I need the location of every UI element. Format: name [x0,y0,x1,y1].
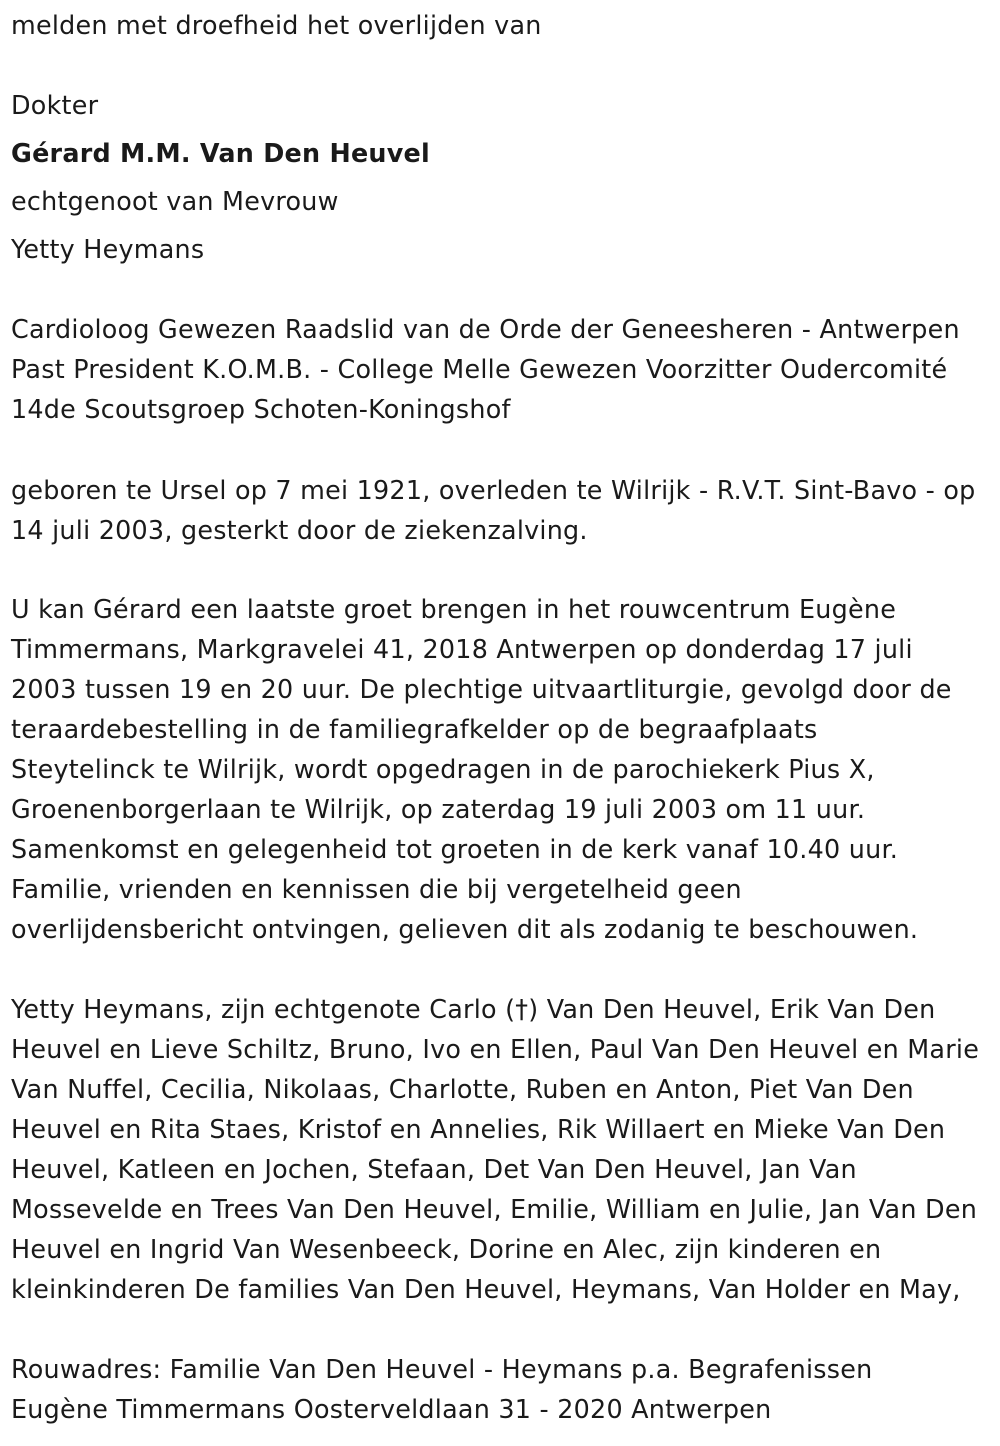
ceremony-line: Samenkomst en gelegenheid tot groeten in de kerk vanaf 10.40 uur. [11,834,899,864]
family-line: kleinkinderen De families Van Den Heuvel, Heymans, Van Holder en May, [11,1274,961,1304]
ceremony-line: teraardebestelling in de familiegrafkelder op de begraafplaats [11,714,818,744]
family-line: Van Nuffel, Cecilia, Nikolaas, Charlotte, Ruben en Anton, Piet Van Den [11,1074,914,1104]
ceremony-line: Timmermans, Markgravelei 41, 2018 Antwerpen op donderdag 17 juli [11,634,913,664]
spouse-label: echtgenoot van Mevrouw [11,186,339,216]
ceremony-line: Familie, vrienden en kennissen die bij vergetelheid geen [11,874,742,904]
honorific-title: Dokter [11,90,99,120]
ceremony-line: U kan Gérard een laatste groet brengen in het rouwcentrum Eugène [11,594,897,624]
family-line: Yetty Heymans, zijn echtgenote Carlo (†) Van Den Heuvel, Erik Van Den [11,994,936,1024]
deceased-name: Gérard M.M. Van Den Heuvel [11,138,430,168]
family-line: Mossevelde en Trees Van Den Heuvel, Emilie, William en Julie, Jan Van Den [11,1194,978,1224]
spouse-name: Yetty Heymans [11,234,205,264]
ceremony-line: 2003 tussen 19 en 20 uur. De plechtige uitvaartliturgie, gevolgd door de [11,674,952,704]
ceremony-line: Steytelinck te Wilrijk, wordt opgedragen in de parochiekerk Pius X, [11,754,875,784]
birth-death-line: 14 juli 2003, gesterkt door de ziekenzalving. [11,515,588,545]
address-line: Eugène Timmermans Oosterveldlaan 31 - 2020 Antwerpen [11,1394,772,1424]
titles-line: 14de Scoutsgroep Schoten-Koningshof [11,394,511,424]
ceremony-line: Groenenborgerlaan te Wilrijk, op zaterdag 19 juli 2003 om 11 uur. [11,794,866,824]
family-line: Heuvel, Katleen en Jochen, Stefaan, Det Van Den Heuvel, Jan Van [11,1154,857,1184]
titles-line: Cardioloog Gewezen Raadslid van de Orde der Geneesheren - Antwerpen [11,314,960,344]
family-line: Heuvel en Lieve Schiltz, Bruno, Ivo en Ellen, Paul Van Den Heuvel en Marie [11,1034,980,1064]
family-line: Heuvel en Rita Staes, Kristof en Annelies, Rik Willaert en Mieke Van Den [11,1114,946,1144]
titles-line: Past President K.O.M.B. - College Melle Gewezen Voorzitter Oudercomité [11,354,948,384]
birth-death-line: geboren te Ursel op 7 mei 1921, overleden te Wilrijk - R.V.T. Sint-Bavo - op [11,475,976,505]
address-line: Rouwadres: Familie Van Den Heuvel - Heymans p.a. Begrafenissen [11,1354,873,1384]
intro-text: melden met droefheid het overlijden van [11,10,542,40]
family-line: Heuvel en Ingrid Van Wesenbeeck, Dorine en Alec, zijn kinderen en [11,1234,882,1264]
ceremony-line: overlijdensbericht ontvingen, gelieven dit als zodanig te beschouwen. [11,914,919,944]
